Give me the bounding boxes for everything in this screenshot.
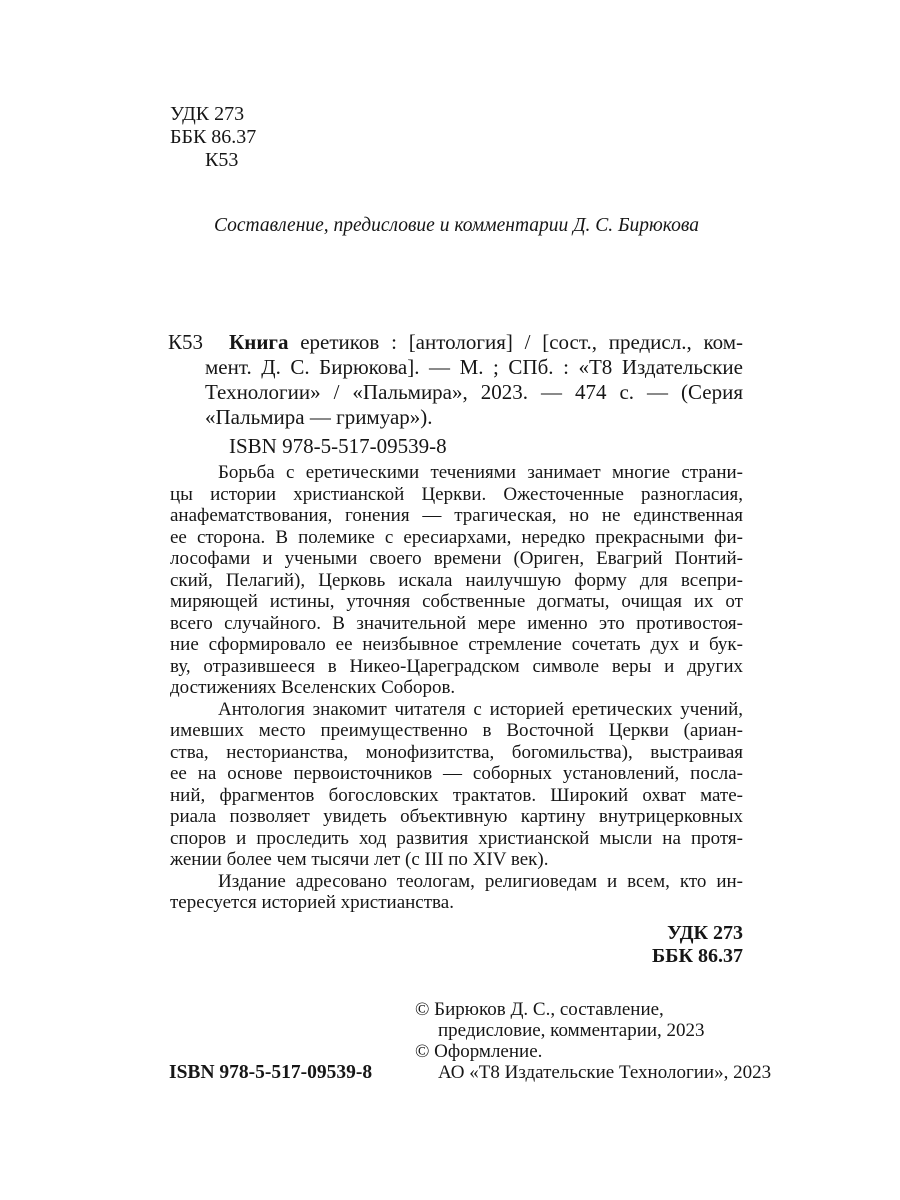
annotation-text [170, 462, 743, 914]
text-line: риала позволяет увидеть объективную картину внутрицерковных [170, 806, 743, 827]
text-line: достижениях Вселенских Соборов. [170, 677, 456, 698]
text-line: ний, фрагментов богословских трактатов. Широкий охват мате- [170, 784, 743, 806]
text-line: ства, несторианства, монофизитства, богомильства), выстраивая [170, 741, 743, 763]
copyright-line: предисловие, комментарии, 2023 [438, 1020, 705, 1041]
text-line: «Пальмира — гримуар»). [205, 405, 433, 429]
text-line: жении более чем тысячи лет (с III по XIV век). [170, 849, 549, 870]
text-line: всего случайного. В значительной мере именно это противостоя- [170, 612, 743, 634]
text-line: лософами и учеными своего времени (Ориген, Евагрий Понтий- [170, 548, 743, 569]
text-line: ее сторона. В полемике с ересиархами, нередко прекрасными фи- [170, 526, 743, 548]
catalog-card [168, 330, 743, 459]
paragraph [170, 699, 743, 871]
catalog-author-sign: К53 [168, 330, 204, 354]
text-line: Борьба с еретическими течениями занимает многие страни- [218, 462, 743, 483]
copyright-line: © Оформление. [415, 1041, 543, 1062]
paragraph [170, 871, 743, 914]
text-line: Антология знакомит читателя с историей еретических учений, [218, 698, 743, 720]
text-line: имевших место преимущественно в Восточной Церкви (ариан- [170, 720, 743, 741]
copyright-block [415, 999, 771, 1083]
isbn-bottom: ISBN 978-5-517-09539-8 [169, 1062, 373, 1083]
udk-code-bottom: УДК 273 [667, 922, 743, 944]
text-line: ский, Пелагий), Церковь искала наилучшую форму для всепри- [170, 569, 743, 591]
text-line: цы истории христианской Церкви. Ожесточенные разногласия, [170, 483, 743, 505]
bbk-code-top: ББК 86.37 [170, 126, 257, 148]
catalog-lines [205, 355, 743, 430]
text-line: Технологии» / «Пальмира», 2023. — 474 с. — (Серия [205, 380, 743, 404]
catalog-line-first-rest: еретиков : [антология] / [сост., предисл., ком- [288, 330, 743, 354]
copyright-line: © Бирюков Д. С., составление, [415, 999, 664, 1020]
text-line: мент. Д. С. Бирюкова]. — М. ; СПб. : «Т8 Издательские [205, 355, 743, 379]
catalog-line-first [205, 330, 743, 355]
paragraph [170, 462, 743, 699]
top-classification-codes [170, 103, 256, 172]
text-line: ву, отразившееся в Никео-Цареградском символе веры и других [170, 655, 743, 677]
catalog-title-bold: Книга [229, 330, 289, 354]
classification-codes-bottom [170, 922, 743, 968]
text-line: ние сформировало ее неизбывное стремление сочетать дух и бук- [170, 634, 743, 655]
text-line: ее на основе первоисточников — соборных установлений, посла- [170, 763, 743, 784]
text-line: споров и проследить ход развития христианской мысли на протя- [170, 827, 743, 849]
bbk-code-bottom: ББК 86.37 [652, 945, 743, 967]
catalog-isbn: ISBN 978-5-517-09539-8 [229, 434, 447, 458]
compiler-credit-line: Составление, предисловие и комментарии Д. С. Бирюкова [213, 215, 700, 236]
text-line: миряющей истины, уточняя собственные догматы, очищая их от [170, 591, 743, 612]
author-sign-code-top: К53 [205, 149, 239, 171]
text-line: Издание адресовано теологам, религиоведам и всем, кто ин- [218, 870, 743, 892]
text-line: тересуется историей христианства. [170, 892, 454, 913]
udk-code-top: УДК 273 [170, 103, 245, 125]
text-line: анафематствования, гонения — трагическая, но не единственная [170, 505, 743, 526]
copyright-line: АО «Т8 Издательские Технологии», 2023 [438, 1062, 772, 1083]
